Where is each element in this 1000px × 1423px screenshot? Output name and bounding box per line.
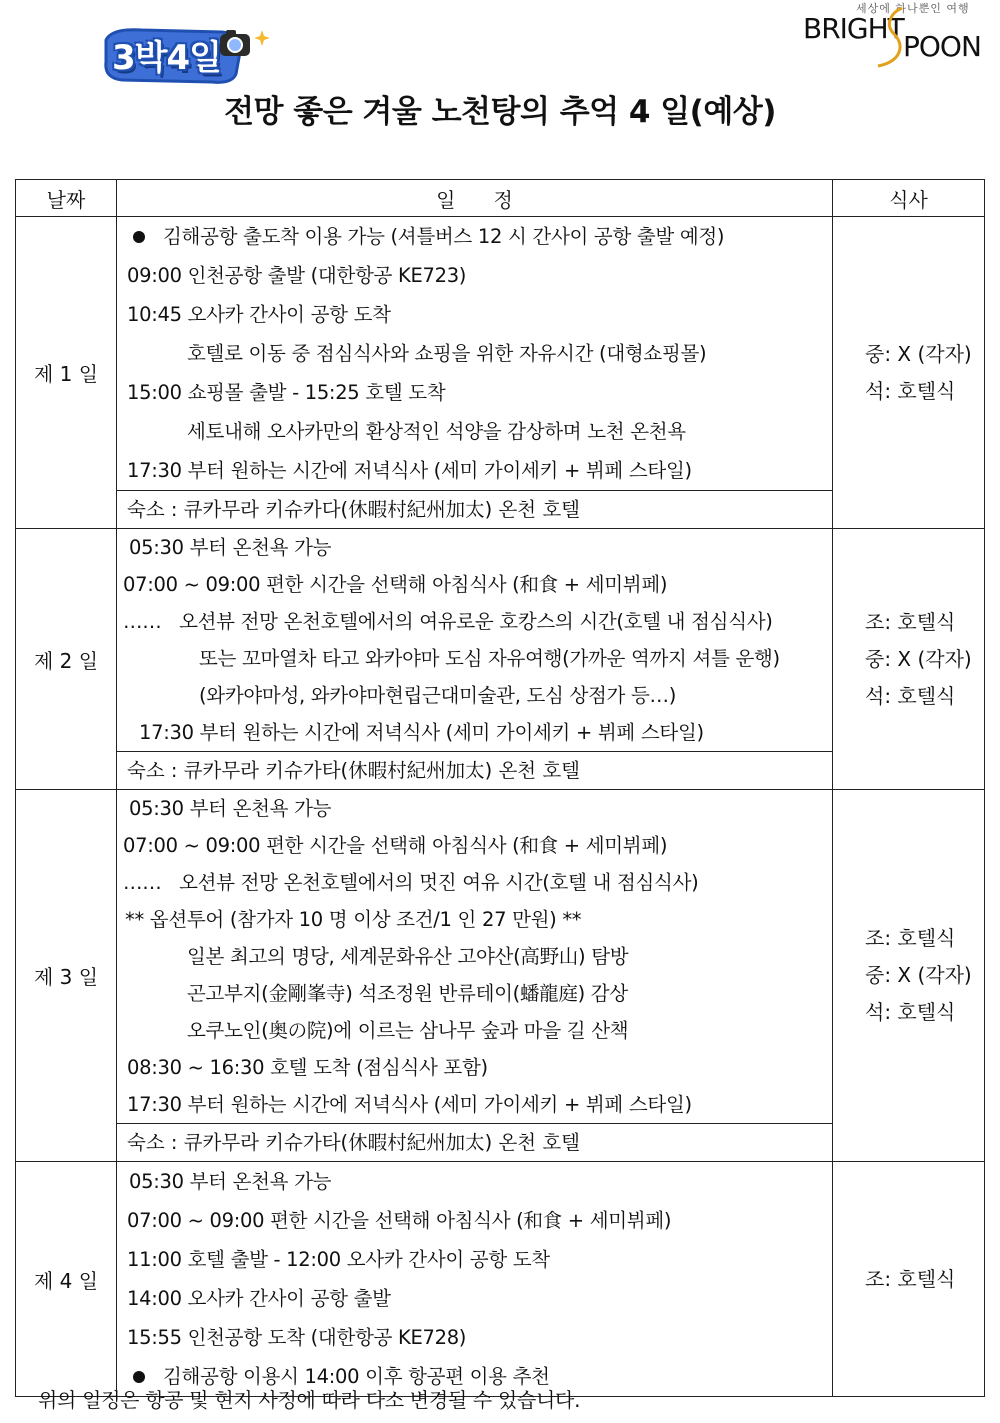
day-1-meals <box>833 217 985 529</box>
day-3-line-1: 05:30 부터 온천욕 가능 <box>129 797 332 820</box>
day-4-meals <box>833 1162 985 1397</box>
day-1-row <box>16 217 985 491</box>
day-3-plan <box>117 790 833 1124</box>
day-1-meal-lunch: 중: X (각자) <box>865 341 972 366</box>
day-1-line-2: 09:00 인천공항 출발 (대한항공 KE723) <box>127 264 467 287</box>
day-3-line-5: 일본 최고의 명당, 세계문화유산 고야산(高野山) 탐방 <box>187 945 629 968</box>
day-3-line-2: 07:00 ~ 09:00 편한 시간을 선택해 아침식사 (和食 + 세미뷔페) <box>123 834 668 857</box>
day-4-line-1: 05:30 부터 온천욕 가능 <box>129 1170 332 1193</box>
day-1-line-3: 10:45 오사카 간사이 공항 도착 <box>127 303 391 326</box>
day-1-line-5: 15:00 쇼핑몰 출발 - 15:25 호텔 도착 <box>127 381 446 404</box>
header-date: 날짜 <box>16 180 117 217</box>
day-4-line-4: 14:00 오사카 간사이 공항 출발 <box>127 1287 391 1310</box>
day-4-line-3: 11:00 호텔 출발 - 12:00 오사카 간사이 공항 도착 <box>127 1248 550 1271</box>
day-4-plan <box>117 1162 833 1397</box>
day-4-row <box>16 1162 985 1397</box>
day-2-lodging: 숙소 : 큐카무라 키슈가타(休暇村紀州加太) 온천 호텔 <box>117 752 833 790</box>
bullet-icon <box>133 231 145 243</box>
logo-word-bright: BRIGHT <box>803 12 904 45</box>
itinerary-table <box>15 179 985 1397</box>
day-1-line-1: 김해공항 출도착 이용 가능 (셔틀버스 12 시 간사이 공항 출발 예정) <box>127 217 832 256</box>
day-4-line-5: 15:55 인천공항 도착 (대한항공 KE728) <box>127 1326 467 1349</box>
day-1-lodging: 숙소 : 큐카무라 키슈카다(休暇村紀州加太) 온천 호텔 <box>117 491 833 529</box>
day-2-line-6: 17:30 부터 원하는 시간에 저녁식사 (세미 가이세키 + 뷔페 스타일) <box>139 721 704 744</box>
day-1-plan <box>117 217 833 491</box>
day-2-meal-lunch: 중: X (각자) <box>865 646 972 671</box>
sparkle-icon <box>254 30 270 46</box>
logo-tagline: 세상에 하나뿐인 여행 <box>856 2 970 15</box>
day-3-meals <box>833 790 985 1162</box>
day-1-line-4: 호텔로 이동 중 점심식사와 쇼핑을 위한 자유시간 (대형쇼핑몰) <box>187 342 707 365</box>
day-3-row <box>16 790 985 1124</box>
day-1-meal-dinner: 석: 호텔식 <box>865 378 956 403</box>
day-2-meal-dinner: 석: 호텔식 <box>865 683 956 708</box>
day-2-line-4: 또는 꼬마열차 타고 와카야마 도심 자유여행(가까운 역까지 셔틀 운행) <box>199 647 780 670</box>
footer-note: 위의 일정은 항공 및 현지 사정에 따라 다소 변경될 수 있습니다. <box>38 1388 581 1412</box>
day-1-line-7: 17:30 부터 원하는 시간에 저녁식사 (세미 가이세키 + 뷔페 스타일) <box>127 459 692 482</box>
day-2-line-2: 07:00 ~ 09:00 편한 시간을 선택해 아침식사 (和食 + 세미뷔페) <box>123 573 668 596</box>
day-3-line-7: 오쿠노인(奥の院)에 이르는 삼나무 숲과 마을 길 산책 <box>187 1019 629 1042</box>
day-3-meal-breakfast: 조: 호텔식 <box>865 926 956 950</box>
day-3-line-9: 17:30 부터 원하는 시간에 저녁식사 (세미 가이세키 + 뷔페 스타일) <box>127 1093 692 1116</box>
day-2-row <box>16 529 985 752</box>
badge-text: 3박4일 <box>112 38 222 78</box>
day-3-label: 제 3 일 <box>16 790 117 1162</box>
day-2-meals <box>833 529 985 790</box>
day-2-label: 제 2 일 <box>16 529 117 790</box>
day-2-plan <box>117 529 833 752</box>
day-3-meal-dinner: 석: 호텔식 <box>865 1000 956 1024</box>
day-4-line-6: 김해공항 이용시 14:00 이후 항공편 이용 추천 <box>127 1357 832 1396</box>
logo-word-poon: POON <box>903 30 981 63</box>
day-3-line-4: ** 옵션투어 (참가자 10 명 이상 조건/1 인 27 만원) ** <box>125 908 582 931</box>
day-3-line-6: 곤고부지(金剛峯寺) 석조정원 반류테이(蟠龍庭) 감상 <box>187 982 628 1005</box>
day-4-meal-breakfast: 조: 호텔식 <box>865 1266 956 1291</box>
day-4-line-2: 07:00 ~ 09:00 편한 시간을 선택해 아침식사 (和食 + 세미뷔페) <box>127 1209 672 1232</box>
day-1-label: 제 1 일 <box>16 217 117 529</box>
table-header-row <box>16 180 985 217</box>
day-2-meal-breakfast: 조: 호텔식 <box>865 609 956 634</box>
day-4-label: 제 4 일 <box>16 1162 117 1397</box>
day-3-line-3: …… 오션뷰 전망 온천호텔에서의 멋진 여유 시간(호텔 내 점심식사) <box>123 871 699 894</box>
header-plan: 일 정 <box>117 180 833 217</box>
day-3-line-8: 08:30 ~ 16:30 호텔 도착 (점심식사 포함) <box>127 1056 488 1079</box>
day-3-meal-lunch: 중: X (각자) <box>865 963 972 987</box>
day-2-line-1: 05:30 부터 온천욕 가능 <box>129 536 332 559</box>
day-3-lodging: 숙소 : 큐카무라 키슈가타(休暇村紀州加太) 온천 호텔 <box>117 1124 833 1162</box>
page-title: 전망 좋은 겨울 노천탕의 추억 4 일(예상) <box>224 94 776 130</box>
day-2-line-5: (와카야마성, 와카야마현립근대미술관, 도심 상점가 등…) <box>199 684 677 707</box>
bullet-icon <box>133 1371 145 1383</box>
day-1-line-6: 세토내해 오사카만의 환상적인 석양을 감상하며 노천 온천욕 <box>187 420 686 443</box>
header-meal: 식사 <box>833 180 985 217</box>
day-2-line-3: …… 오션뷰 전망 온천호텔에서의 여유로운 호캉스의 시간(호텔 내 점심식사) <box>123 610 773 633</box>
